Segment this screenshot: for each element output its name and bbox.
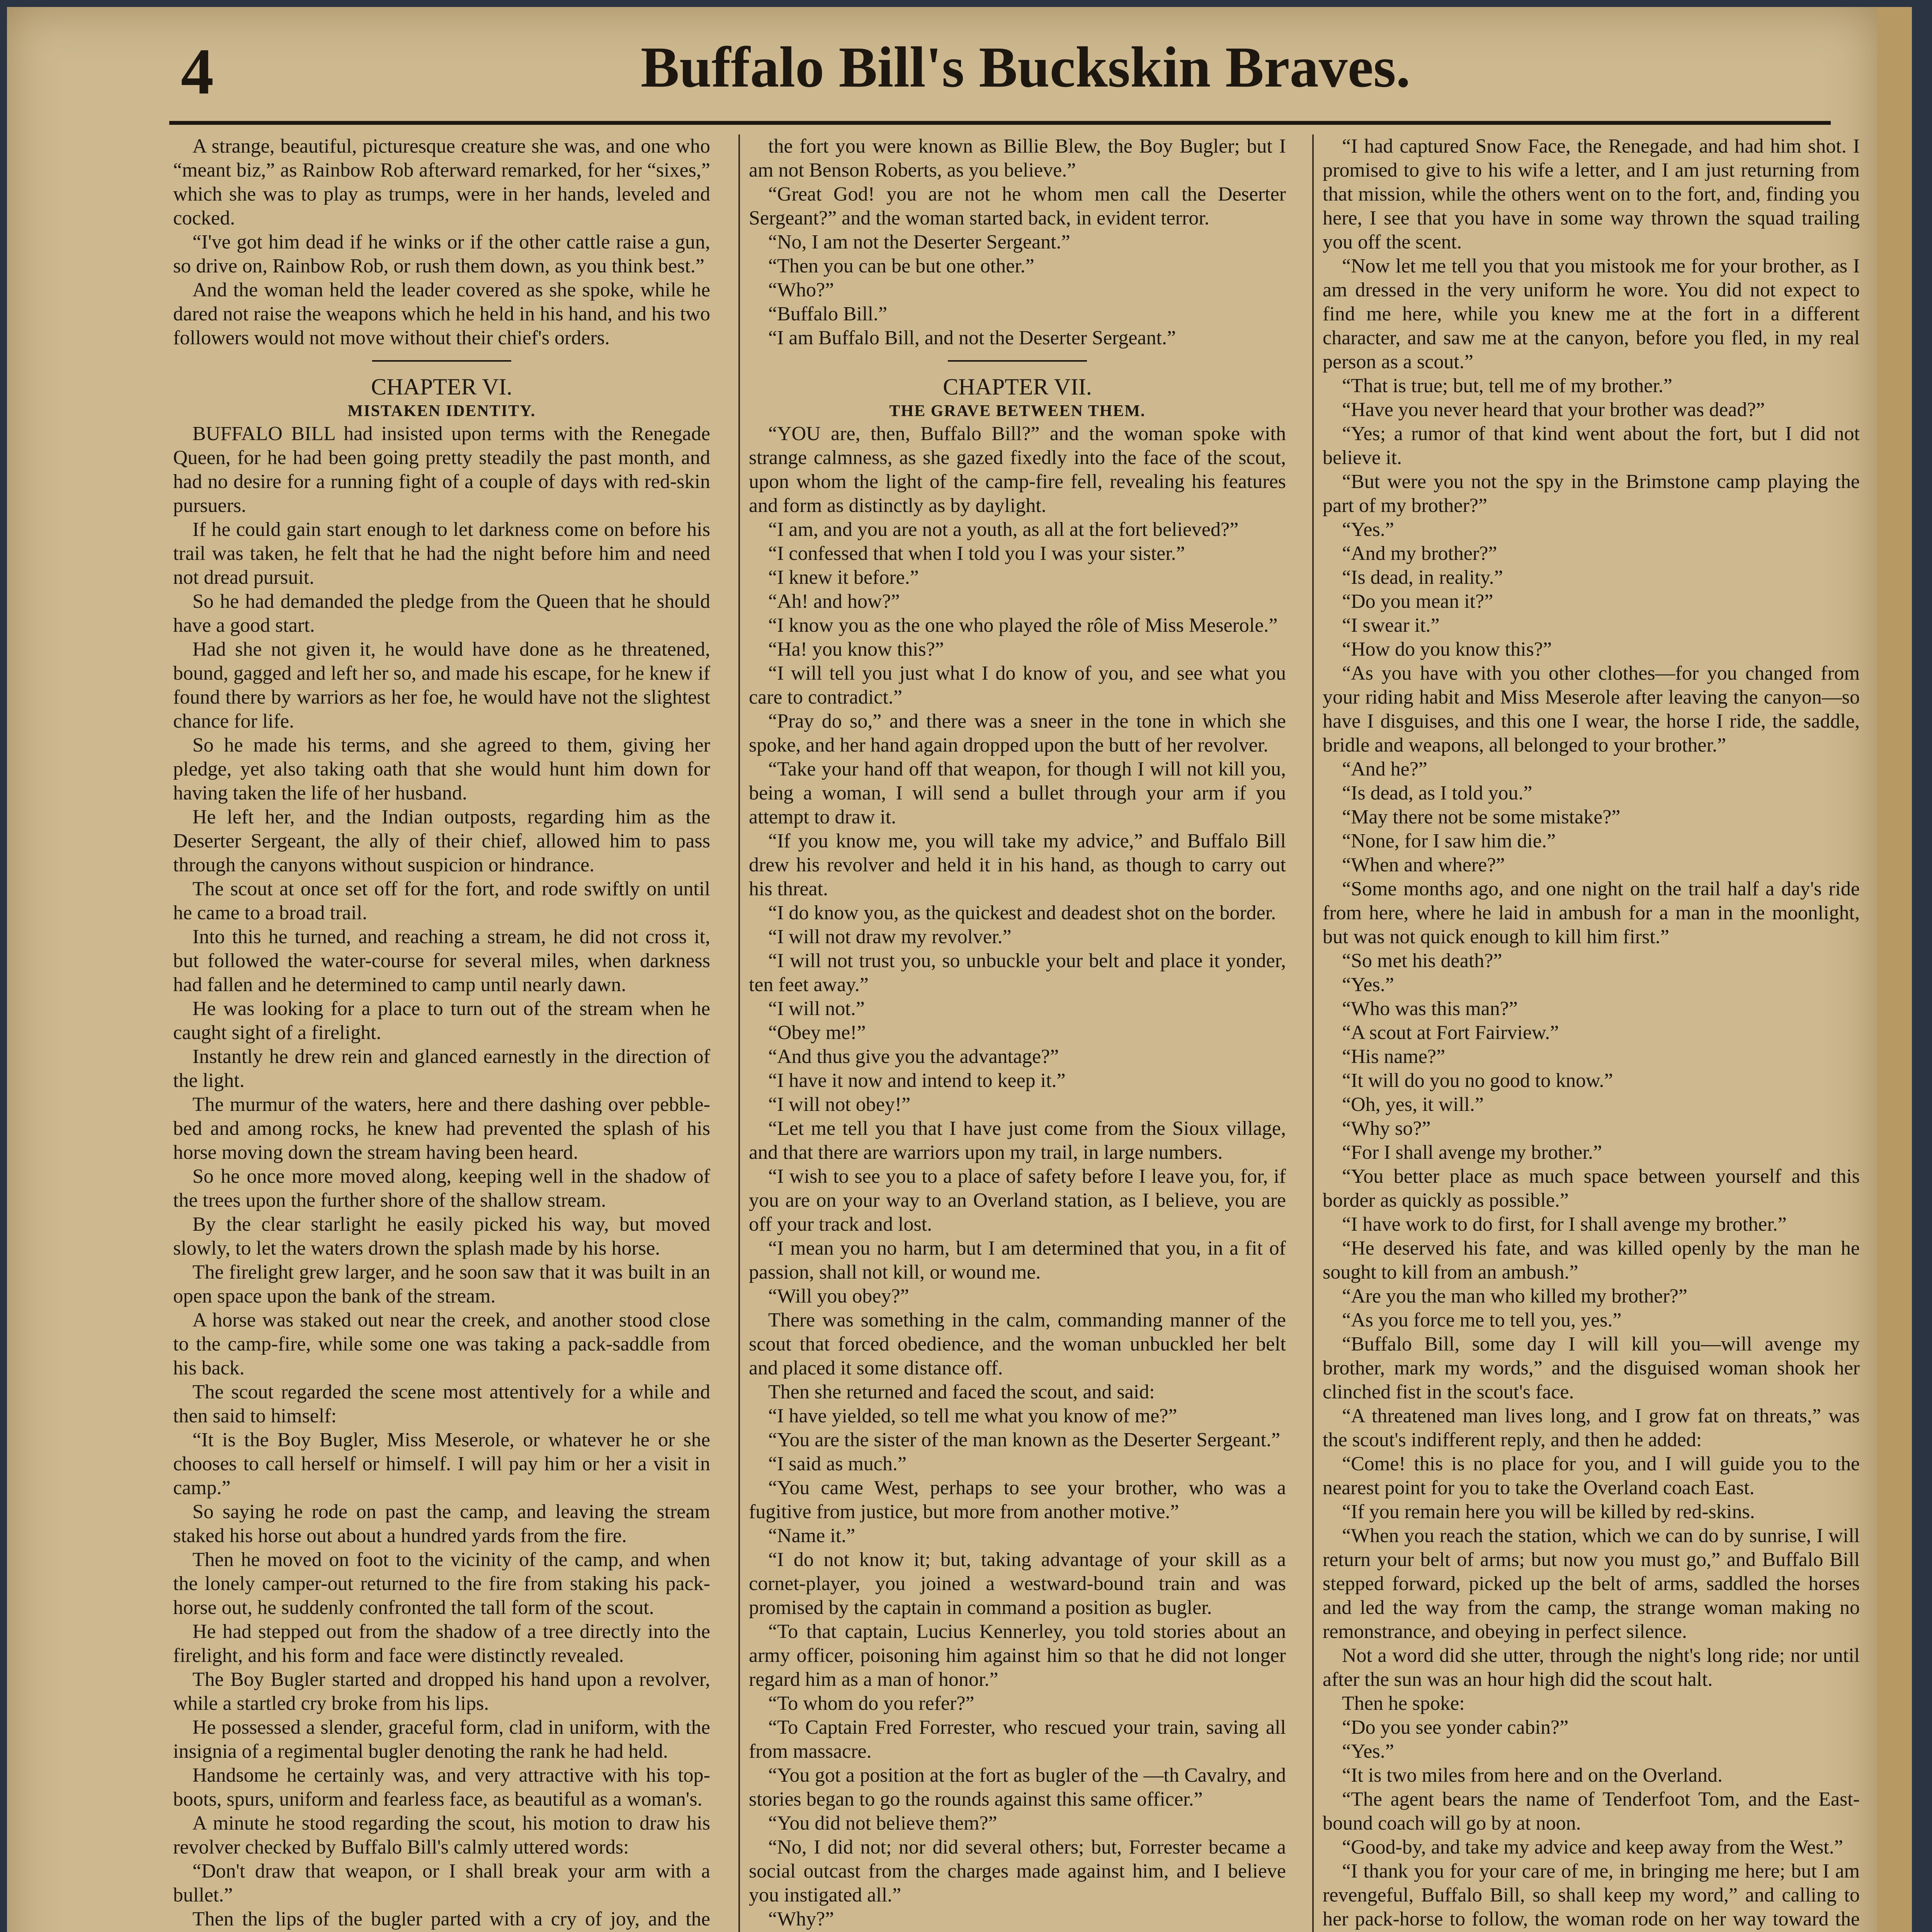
paragraph: “Have you never heard that your brother was dead?” [1342, 399, 1765, 421]
paragraph: “Ah! and how?” [768, 590, 900, 612]
paragraph: “A scout at Fort Fairview.” [1342, 1022, 1559, 1044]
paragraph: “I thank you for your care of me, in bringing me here; but I am revengeful, Buffalo Bill, so shall keep my word,” and calling to her pack-horse to follow, the woman rode on her way toward the [1323, 1860, 1860, 1930]
column-divider [1312, 134, 1314, 1932]
paragraph: “To Captain Fred Forrester, who rescued your train, saving all from massacre. [749, 1716, 1286, 1762]
paragraph: “I mean you no harm, but I am determined that you, in a fit of passion, shall not kill, or wound me. [749, 1237, 1286, 1283]
paragraph: “Are you the man who killed my brother?” [1342, 1285, 1687, 1307]
column3-body [1323, 134, 1860, 1932]
paragraph: The murmur of the waters, here and there dashing over pebble-bed and among rocks, he knew had prevented the splash of his horse moving down the stream having been heard. [173, 1094, 710, 1163]
chapter7-body [749, 422, 1286, 1932]
paragraph: BUFFALO BILL had insisted upon terms with the Renegade Queen, for he had been going pretty steadily the past month, and had no desire for a running fight of a couple of days with red-skin pursuers. [173, 423, 710, 517]
paragraph: “Will you obey?” [768, 1285, 909, 1307]
paragraph: “Come! this is no place for you, and I will guide you to the nearest point for you to take the Overland coach East. [1323, 1453, 1860, 1499]
paragraph: “I had captured Snow Face, the Renegade, and had him shot. I promised to give to his wife a letter, and I am just returning from that mission, while the others went on to the fort, and, finding you here, I see that you have in some way thrown the squad trailing you off the scent. [1323, 135, 1860, 253]
paragraph: “A threatened man lives long, and I grow fat on threats,” was the scout's indifferent reply, and then he added: [1323, 1405, 1860, 1451]
paragraph: “And thus give you the advantage?” [768, 1046, 1059, 1068]
paragraph: A strange, beautiful, picturesque creature she was, and one who “meant biz,” as Rainbow Rob afterward remarked, for her “sixes,” which she was to play as trumps, were in her hands, leveled and cocked. [173, 135, 710, 229]
paragraph: “Great God! you are not he whom men call the Deserter Sergeant?” and the woman started back, in evident terror. [749, 183, 1286, 229]
paragraph: The firelight grew larger, and he soon saw that it was built in an open space upon the bank of the stream. [173, 1261, 710, 1307]
paragraph: “Let me tell you that I have just come from the Sioux village, and that there are warriors upon my trail, in large numbers. [749, 1117, 1286, 1163]
series-title: Buffalo Bill's Buckskin Braves. [641, 35, 1411, 99]
paragraph: “It will do you no good to know.” [1342, 1070, 1613, 1092]
paragraph: “Yes; a rumor of that kind went about the fort, but I did not believe it. [1323, 423, 1860, 469]
paragraph: The scout regarded the scene most attentively for a while and then said to himself: [173, 1381, 710, 1427]
paragraph: “Then you can be but one other.” [768, 255, 1034, 277]
paragraph: “I swear it.” [1342, 614, 1440, 636]
paragraph: “I wish to see you to a place of safety before I leave you, for, if you are on your way to an Overland station, as I believe, you are off your track and lost. [749, 1165, 1286, 1235]
paragraph: “Buffalo Bill, some day I will kill you—will avenge my brother, mark my words,” and the disguised woman shook her clinched fist in the scout's face. [1323, 1333, 1860, 1403]
paragraph: And the woman held the leader covered as she spoke, while he dared not raise the weapons which he held in his hand, and his two followers would not move without their chief's orders. [173, 279, 710, 349]
paragraph: Into this he turned, and reaching a stream, he did not cross it, but followed the water-course for several miles, when darkness had fallen and he determined to camp until nearly dawn. [173, 926, 710, 996]
paragraph: “It is two miles from here and on the Overland. [1342, 1764, 1723, 1786]
paragraph: “To that captain, Lucius Kennerley, you told stories about an army officer, poisoning him against him so that he did not longer regard him as a man of honor.” [749, 1621, 1286, 1690]
paragraph: He was looking for a place to turn out of the stream when he caught sight of a firelight. [173, 998, 710, 1044]
paragraph: If he could gain start enough to let darkness come on before his trail was taken, he felt that he had the night before him and need not dread pursuit. [173, 519, 710, 588]
paragraph: “Yes.” [1342, 519, 1394, 541]
paragraph: “Do you see yonder cabin?” [1342, 1716, 1569, 1738]
paragraph: “How do you know this?” [1342, 638, 1552, 660]
section-rule [948, 360, 1087, 362]
paragraph: “Some months ago, and one night on the trail half a day's ride from here, where he laid in ambush for a man in the moonlight, but was not quick enough to kill him first.” [1323, 878, 1860, 948]
chapter7-subtitle: THE GRAVE BETWEEN THEM. [889, 402, 1146, 420]
paragraph: “Pray do so,” and there was a sneer in the tone in which she spoke, and her hand again dropped upon the butt of her revolver. [749, 710, 1286, 756]
paragraph: “Obey me!” [768, 1022, 866, 1044]
paragraph: “Don't draw that weapon, or I shall break your arm with a bullet.” [173, 1860, 710, 1906]
paragraph: “If you remain here you will be killed by red-skins. [1342, 1501, 1755, 1523]
paragraph: the fort you were known as Billie Blew, the Boy Bugler; but I am not Benson Roberts, as you believe.” [749, 135, 1286, 181]
paragraph: “I will not.” [768, 998, 865, 1020]
chapter7-title: CHAPTER VII. [943, 374, 1092, 400]
paragraph: “So met his death?” [1342, 950, 1502, 972]
paragraph: “You are the sister of the man known as the Deserter Sergeant.” [768, 1429, 1281, 1451]
paragraph: “Who was this man?” [1342, 998, 1518, 1020]
paragraph: “You got a position at the fort as bugler of the —th Cavalry, and stories began to go the rounds against this same officer.” [749, 1764, 1286, 1810]
paragraph: “His name?” [1342, 1046, 1446, 1068]
chapter6-subtitle: MISTAKEN IDENTITY. [347, 402, 536, 420]
paragraph: “Is dead, in reality.” [1342, 566, 1503, 588]
paragraph: “Take your hand off that weapon, for though I will not kill you, being a woman, I will send a bullet through your arm if you attempt to draw it. [749, 758, 1286, 828]
paragraph: “You did not believe them?” [768, 1812, 997, 1834]
paragraph: Then she returned and faced the scout, and said: [768, 1381, 1155, 1403]
paragraph: “Yes.” [1342, 974, 1394, 996]
column2-intro [749, 134, 1286, 350]
magazine-page [7, 7, 1877, 1932]
paragraph: “I will not obey!” [768, 1094, 911, 1116]
paragraph: “I have yielded, so tell me what you know of me?” [768, 1405, 1177, 1427]
text-column-3 [1323, 134, 1860, 1932]
section-rule [372, 360, 511, 362]
paragraph: So he made his terms, and she agreed to them, giving her pledge, yet also taking oath that she would hunt him down for having taken the life of her husband. [173, 734, 710, 804]
paragraph: “I will tell you just what I do know of you, and see what you care to contradict.” [749, 662, 1286, 708]
paragraph: “You better place as much space between yourself and this border as quickly as possible.” [1323, 1165, 1860, 1211]
paragraph: He had stepped out from the shadow of a tree directly into the firelight, and his form and face were distinctly revealed. [173, 1621, 710, 1667]
paragraph: “Name it.” [768, 1525, 855, 1547]
paragraph: “May there not be some mistake?” [1342, 806, 1621, 828]
column1-intro [173, 134, 710, 350]
column-divider [738, 134, 740, 1932]
paragraph: “To whom do you refer?” [768, 1692, 975, 1714]
paragraph: “I will not trust you, so unbuckle your belt and place it yonder, ten feet away.” [749, 950, 1286, 996]
paragraph: “That is true; but, tell me of my brother.” [1342, 375, 1672, 397]
paragraph: “No, I did not; nor did several others; but, Forrester became a social outcast from the charges made against him, and I believe you instigated all.” [749, 1836, 1286, 1906]
paragraph: “Now let me tell you that you mistook me for your brother, as I am dressed in the very uniform he wore. You did not expect to find me here, while you knew me at the fort in a different character, and saw me at the canyon, before you fled, in my real person as a scout.” [1323, 255, 1860, 373]
paragraph: “Buffalo Bill.” [768, 303, 888, 325]
paragraph: Handsome he certainly was, and very attractive with his top-boots, spurs, uniform and fearless face, as beautiful as a woman's. [173, 1764, 710, 1810]
paragraph: Then the lips of the bugler parted with a cry of joy, and the [192, 1908, 710, 1930]
paragraph: “I do not know it; but, taking advantage of your skill as a cornet-player, you joined a westward-bound train and was promised by the captain in command a position as bugler. [749, 1549, 1286, 1619]
chapter6-body [173, 422, 710, 1932]
paragraph: “YOU are, then, Buffalo Bill?” and the woman spoke with strange calmness, as she gazed fixedly into the face of the scout, upon whom the light of the camp-fire fell, revealing his features and form as distinctly as by daylight. [749, 423, 1286, 517]
paragraph: “No, I am not the Deserter Sergeant.” [768, 231, 1070, 253]
paragraph: “I will not draw my revolver.” [768, 926, 1012, 948]
paragraph: “I have work to do first, for I shall avenge my brother.” [1342, 1213, 1787, 1235]
paragraph: By the clear starlight he easily picked his way, but moved slowly, to let the waters drown the splash made by his horse. [173, 1213, 710, 1259]
paragraph: “As you force me to tell you, yes.” [1342, 1309, 1622, 1331]
paragraph: Then he spoke: [1342, 1692, 1465, 1714]
paragraph: “Good-by, and take my advice and keep away from the West.” [1342, 1836, 1843, 1858]
page-number: 4 [181, 35, 214, 108]
paragraph: “Who?” [768, 279, 834, 301]
paragraph: The Boy Bugler started and dropped his hand upon a revolver, while a startled cry broke from his lips. [173, 1668, 710, 1714]
paragraph: “And my brother?” [1342, 543, 1497, 565]
paragraph: “As you have with you other clothes—for you changed from your riding habit and Miss Meserole after leaving the canyon—so have I disguises, and this one I wear, the horse I ride, the saddle, bridle and weapons, all belonged to your brother.” [1323, 662, 1860, 756]
paragraph: “Why so?” [1342, 1117, 1431, 1139]
header-rule [169, 121, 1831, 125]
paragraph: “If you know me, you will take my advice,” and Buffalo Bill drew his revolver and held it in his hand, as though to carry out his threat. [749, 830, 1286, 900]
paragraph: “Is dead, as I told you.” [1342, 782, 1532, 804]
paragraph: He possessed a slender, graceful form, clad in uniform, with the insignia of a regimental bugler denoting the rank he had held. [173, 1716, 710, 1762]
paragraph: “Oh, yes, it will.” [1342, 1094, 1484, 1116]
paragraph: The scout at once set off for the fort, and rode swiftly on until he came to a broad trail. [173, 878, 710, 924]
paragraph: “Why?” [768, 1908, 834, 1930]
paragraph: A horse was staked out near the creek, and another stood close to the camp-fire, while some one was taking a pack-saddle from his back. [173, 1309, 710, 1379]
page-header [7, 7, 1877, 131]
paragraph: “When you reach the station, which we can do by sunrise, I will return your belt of arms; but now you must go,” and Buffalo Bill stepped forward, picked up the belt of arms, saddled the horses and led the way from the camp, the strange woman making no remonstrance, and obeying in perfect silence. [1323, 1525, 1860, 1643]
paragraph: So he had demanded the pledge from the Queen that he should have a good start. [173, 590, 710, 636]
paragraph: “I have it now and intend to keep it.” [768, 1070, 1066, 1092]
paragraph: There was something in the calm, commanding manner of the scout that forced obedience, and the woman unbuckled her belt and placed it some distance off. [749, 1309, 1286, 1379]
paragraph: “I know you as the one who played the rôle of Miss Meserole.” [768, 614, 1278, 636]
paragraph: Not a word did she utter, through the night's long ride; nor until after the sun was an hour high did the scout halt. [1323, 1645, 1860, 1690]
paragraph: “I do know you, as the quickest and deadest shot on the border. [768, 902, 1276, 924]
text-column-1 [173, 134, 710, 1932]
paragraph: “I said as much.” [768, 1453, 907, 1475]
paragraph: “Yes.” [1342, 1740, 1394, 1762]
paragraph: “The agent bears the name of Tenderfoot Tom, and the East-bound coach will go by at noon. [1323, 1788, 1860, 1834]
paragraph: “When and where?” [1342, 854, 1505, 876]
paragraph: “He deserved his fate, and was killed openly by the man he sought to kill from an ambush.” [1323, 1237, 1860, 1283]
paragraph: “And he?” [1342, 758, 1427, 780]
paragraph: So he once more moved along, keeping well in the shadow of the trees upon the further shore of the shallow stream. [173, 1165, 710, 1211]
paragraph: “None, for I saw him die.” [1342, 830, 1556, 852]
paragraph: Then he moved on foot to the vicinity of the camp, and when the lonely camper-out returned to the fire from staking his pack-horse out, he suddenly confronted the tall form of the scout. [173, 1549, 710, 1619]
paragraph: “It is the Boy Bugler, Miss Meserole, or whatever he or she chooses to call herself or himself. I will pay him or her a visit in camp.” [173, 1429, 710, 1499]
paragraph: Had she not given it, he would have done as he threatened, bound, gagged and left her so, and made his escape, for he knew if found there by warriors as her foe, he would have not the slightest chance for life. [173, 638, 710, 732]
paragraph: “You came West, perhaps to see your brother, who was a fugitive from justice, but more from another motive.” [749, 1477, 1286, 1523]
paragraph: A minute he stood regarding the scout, his motion to draw his revolver checked by Buffalo Bill's calmly uttered words: [173, 1812, 710, 1858]
text-column-2 [749, 134, 1286, 1932]
paragraph: “For I shall avenge my brother.” [1342, 1141, 1602, 1163]
paragraph: “I knew it before.” [768, 566, 919, 588]
paragraph: “I confessed that when I told you I was your sister.” [768, 543, 1185, 565]
paragraph: “I am Buffalo Bill, and not the Deserter Sergeant.” [768, 327, 1176, 349]
paragraph: “I am, and you are not a youth, as all at the fort believed?” [768, 519, 1239, 541]
paragraph: “Ha! you know this?” [768, 638, 944, 660]
paragraph: “But were you not the spy in the Brimstone camp playing the part of my brother?” [1323, 471, 1860, 517]
paragraph: So saying he rode on past the camp, and leaving the stream staked his horse out about a hundred yards from the fire. [173, 1501, 710, 1547]
paragraph: Instantly he drew rein and glanced earnestly in the direction of the light. [173, 1046, 710, 1092]
paragraph: “Do you mean it?” [1342, 590, 1493, 612]
chapter6-title: CHAPTER VI. [371, 374, 512, 400]
paragraph: He left her, and the Indian outposts, regarding him as the Deserter Sergeant, the ally of their chief, allowed him to pass through the canyons without suspicion or hindrance. [173, 806, 710, 876]
paragraph: “I've got him dead if he winks or if the other cattle raise a gun, so drive on, Rainbow Rob, or rush them down, as you think best.” [173, 231, 710, 277]
page-edge [1877, 7, 1912, 1932]
